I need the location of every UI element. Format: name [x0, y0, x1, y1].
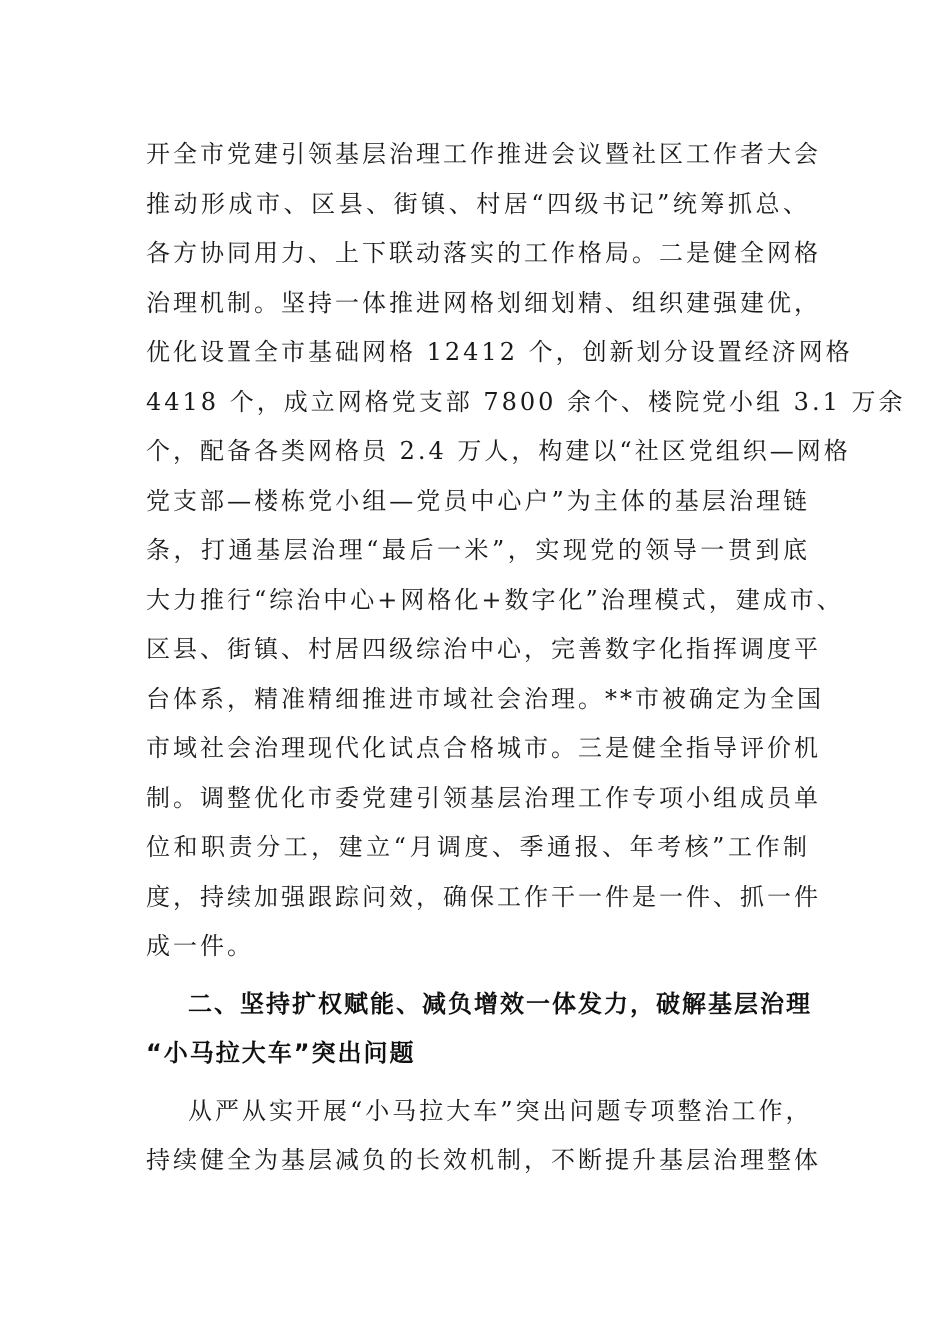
text-line: 持续健全为基层减负的长效机制，不断提升基层治理整体 — [146, 1146, 821, 1174]
document-body — [146, 130, 906, 1186]
text-line: 条，打通基层治理“最后一米”，实现党的领导一贯到底 — [146, 536, 810, 564]
text-line: 推动形成市、区县、街镇、村居“四级书记”统筹抓总、 — [146, 189, 810, 218]
text-line: 从严从实开展“小马拉大车”突出问题专项整治工作， — [188, 1096, 813, 1125]
paragraph-1 — [146, 130, 906, 972]
text-line: 党支部—楼栋党小组—党员中心户”为主体的基层治理链 — [146, 486, 810, 515]
text-line: 个，配备各类网格员 2.4 万人，构建以“社区党组织—网格 — [146, 437, 851, 465]
text-line: 度，持续加强跟踪问效，确保工作干一件是一件、抓一件 — [146, 882, 821, 911]
text-line: 台体系，精准精细推进市域社会治理。**市被确定为全国 — [146, 684, 824, 713]
heading-line: 二、坚持扩权赋能、减负增效一体发力，破解基层治理 — [188, 989, 812, 1018]
text-line: 大力推行“综治中心+网格化+数字化”治理模式，建成市、 — [146, 585, 844, 614]
text-line: 各方协同用力、上下联动落实的工作格局。二是健全网格 — [146, 239, 821, 267]
heading-line: “小马拉大车”突出问题 — [146, 1039, 416, 1067]
paragraph-2 — [146, 1087, 821, 1186]
text-line: 制。调整优化市委党建引领基层治理工作专项小组成员单 — [146, 783, 821, 812]
section-heading — [146, 980, 810, 1079]
text-line: 优化设置全市基础网格 12412 个，创新划分设置经济网格 — [146, 338, 853, 366]
paragraph-spacer — [146, 972, 810, 980]
text-line: 4418 个，成立网格党支部 7800 余个、楼院党小组 3.1 万余 — [146, 387, 906, 416]
text-line: 位和职责分工，建立“月调度、季通报、年考核”工作制 — [146, 833, 810, 861]
text-line: 成一件。 — [146, 932, 254, 960]
text-line: 区县、街镇、村居四级综治中心，完善数字化指挥调度平 — [146, 635, 821, 663]
paragraph-spacer — [146, 1079, 810, 1087]
text-line: 治理机制。坚持一体推进网格划细划精、组织建强建优， — [146, 288, 821, 317]
text-line: 开全市党建引领基层治理工作推进会议暨社区工作者大会 — [146, 140, 821, 168]
text-line: 市域社会治理现代化试点合格城市。三是健全指导评价机 — [146, 734, 821, 762]
